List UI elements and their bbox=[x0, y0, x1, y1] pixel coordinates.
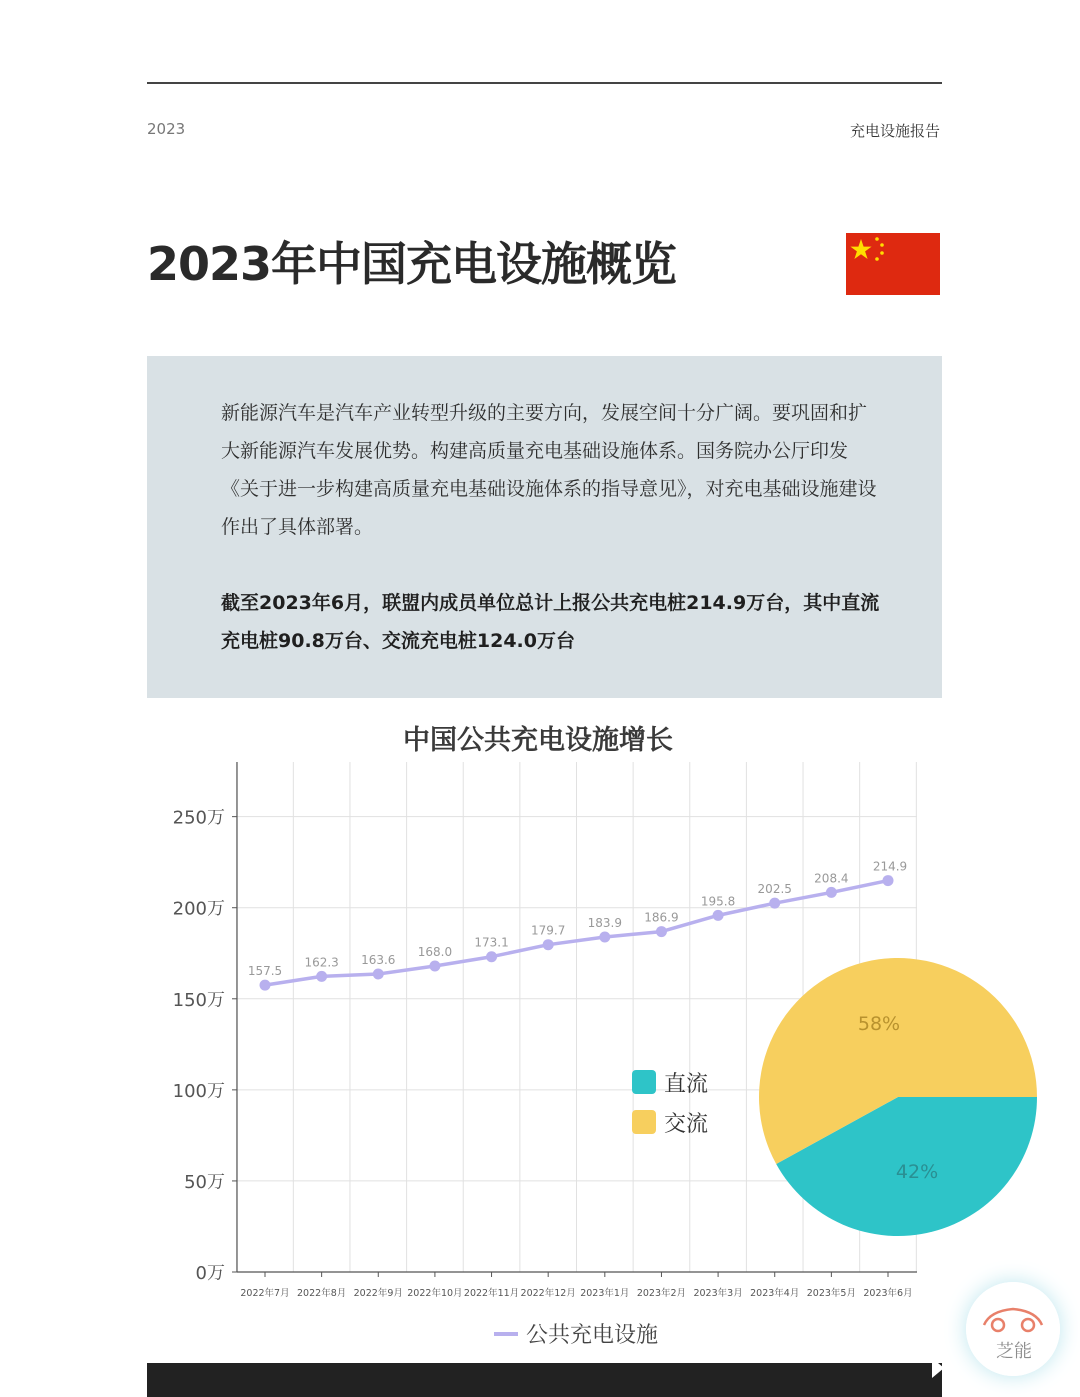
china-flag-icon bbox=[846, 233, 940, 295]
y-tick-label: 200万 bbox=[172, 898, 225, 920]
data-point bbox=[713, 910, 724, 921]
data-label: 179.7 bbox=[531, 923, 566, 938]
pie-legend-swatch-ac bbox=[632, 1110, 656, 1134]
data-label: 214.9 bbox=[872, 859, 908, 874]
data-point bbox=[826, 887, 837, 898]
x-tick-label: 2023年4月 bbox=[750, 1288, 800, 1299]
x-tick-label: 2023年5月 bbox=[806, 1288, 856, 1299]
growth-line-chart bbox=[0, 750, 1080, 1315]
data-label: 173.1 bbox=[474, 935, 509, 950]
pie-label-dc: 42% bbox=[895, 1161, 939, 1184]
y-tick-label: 50万 bbox=[184, 1171, 225, 1193]
footer-bar bbox=[147, 1363, 942, 1397]
data-point bbox=[543, 939, 554, 950]
chart-title: 中国公共充电设施增长 bbox=[403, 725, 673, 756]
data-point bbox=[883, 875, 894, 886]
data-point bbox=[769, 898, 780, 909]
summary-paragraph-policy: 新能源汽车是汽车产业转型升级的主要方向，发展空间十分广阔。要巩固和扩大新能源汽车发展优势。构建高质量充电基础设施体系。国务院办公厅印发《关于进一步构建高质量充电基础设施体系的指导意见》，对充电基础设施建设作出了具体部署。 bbox=[221, 402, 877, 538]
x-tick-label: 2023年6月 bbox=[863, 1288, 913, 1299]
data-label: 186.9 bbox=[644, 910, 679, 925]
pie-legend bbox=[632, 1062, 708, 1142]
car-logo-icon bbox=[980, 1303, 1046, 1333]
data-point bbox=[316, 971, 327, 982]
data-label: 168.0 bbox=[417, 945, 453, 959]
data-label: 208.4 bbox=[814, 871, 849, 886]
header-year: 2023 bbox=[147, 120, 186, 138]
data-point bbox=[486, 951, 497, 962]
x-tick-label: 2023年3月 bbox=[693, 1288, 743, 1299]
header-rule bbox=[147, 82, 942, 84]
data-label: 157.5 bbox=[247, 964, 283, 979]
summary-box bbox=[147, 356, 942, 698]
data-label: 163.6 bbox=[361, 953, 396, 968]
header-report-title: 充电设施报告 bbox=[849, 122, 940, 140]
x-tick-label: 2022年9月 bbox=[353, 1288, 403, 1299]
x-tick-label: 2022年10月 bbox=[407, 1288, 463, 1299]
data-label: 202.5 bbox=[757, 882, 792, 897]
line-legend-swatch bbox=[494, 1332, 518, 1336]
x-tick-label: 2022年7月 bbox=[240, 1288, 290, 1299]
y-tick-label: 150万 bbox=[172, 989, 225, 1011]
brand-logo-text: 芝能 bbox=[996, 1341, 1032, 1362]
data-point bbox=[373, 969, 384, 980]
pie-label-ac: 58% bbox=[857, 1012, 901, 1035]
x-tick-label: 2023年1月 bbox=[580, 1288, 630, 1299]
line-legend-label: 公共充电设施 bbox=[526, 1323, 659, 1348]
page-title: 2023年中国充电设施概览 bbox=[147, 237, 677, 291]
x-tick-label: 2022年11月 bbox=[463, 1288, 520, 1299]
y-tick-label: 100万 bbox=[172, 1080, 225, 1102]
y-tick-label: 250万 bbox=[172, 807, 225, 829]
data-label: 183.9 bbox=[587, 916, 622, 931]
pie-legend-label-ac: 交流 bbox=[664, 1111, 709, 1137]
pie-legend-item-ac[interactable] bbox=[632, 1102, 708, 1142]
x-tick-label: 2023年2月 bbox=[636, 1288, 687, 1299]
pie-legend-swatch-dc bbox=[632, 1070, 656, 1094]
summary-paragraph-stats: 截至2023年6月，联盟内成员单位总计上报公共充电桩214.9万台，其中直流充电桩90.8万台、交流充电桩124.0万台 bbox=[221, 592, 880, 652]
data-point bbox=[656, 926, 667, 937]
data-point bbox=[599, 932, 610, 943]
line-legend[interactable] bbox=[494, 1318, 658, 1349]
x-tick-label: 2022年12月 bbox=[520, 1288, 576, 1299]
y-tick-label: 0万 bbox=[195, 1263, 225, 1284]
data-point bbox=[260, 980, 271, 991]
play-icon bbox=[930, 1355, 966, 1381]
pie-legend-item-dc[interactable] bbox=[632, 1062, 708, 1102]
data-point bbox=[429, 961, 440, 972]
data-label: 162.3 bbox=[304, 955, 339, 970]
pie-legend-label-dc: 直流 bbox=[664, 1071, 709, 1097]
x-tick-label: 2022年8月 bbox=[297, 1288, 347, 1299]
data-label: 195.8 bbox=[700, 894, 736, 909]
